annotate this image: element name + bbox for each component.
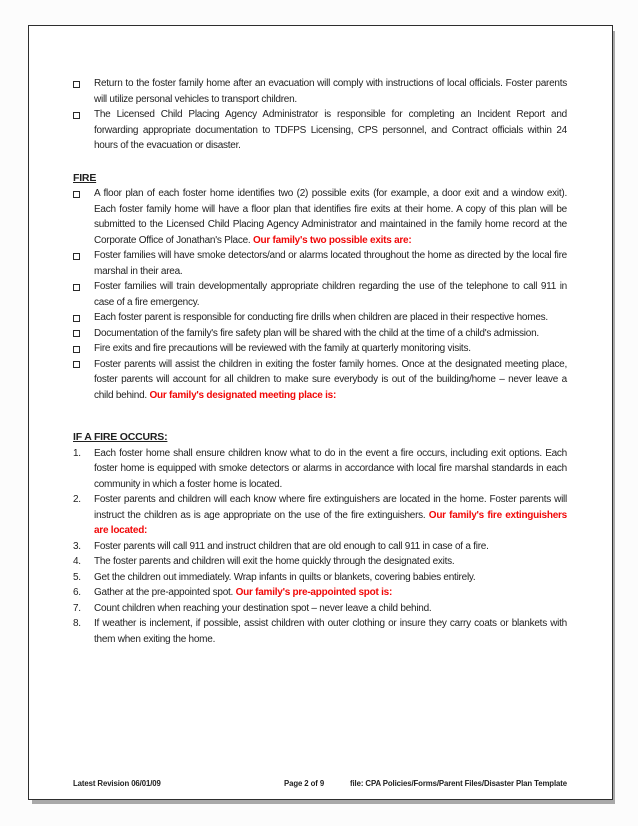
evacuation-bullet-list <box>73 76 567 154</box>
item-text: If weather is inclement, if possible, assist children with outer clothing or insure they carry coats or blankets with them when exiting the home. <box>94 618 567 645</box>
item-text: Get the children out immediately. Wrap infants in quilts or blankets, covering babies entirely. <box>94 571 476 583</box>
numbered-item <box>73 601 567 617</box>
fire-bullet-list <box>73 248 567 403</box>
bullet-square-icon <box>73 330 80 337</box>
bullet-item <box>73 326 567 342</box>
numbered-item <box>73 570 567 586</box>
item-number: 8. <box>73 618 81 629</box>
bullet-square-icon <box>73 284 80 291</box>
fire-section-heading: FIRE <box>73 171 97 184</box>
bullet-text: Foster families will have smoke detectors/and or alarms located throughout the home as directed by the local fire marshal in their area. <box>94 250 567 277</box>
item-text: Each foster home shall ensure children know what to do in the event a fire occurs, including exit options. Each foster home is equipped with smoke detectors or alarms in accordance with local fire marshal standards in each community in which a foster home is located. <box>94 447 567 490</box>
footer-revision: Latest Revision 06/01/09 <box>73 779 161 788</box>
bullet-text: Return to the foster family home after an evacuation will comply with instructions of local officials. Foster parents will utilize personal vehicles to transport children. <box>94 78 567 105</box>
fill-in-prompt: Our family's fire extinguishers are located: <box>94 509 567 536</box>
bullet-square-icon <box>73 191 80 198</box>
document-page <box>28 25 613 800</box>
bullet-item <box>73 310 567 326</box>
bullet-square-icon <box>73 315 80 322</box>
item-text: The foster parents and children will exit the home quickly through the designated exits. <box>94 556 455 567</box>
item-number: 1. <box>73 447 81 459</box>
bullet-square-icon <box>73 81 80 88</box>
fire-procedure-list-3 <box>73 601 567 648</box>
item-number: 4. <box>73 556 81 567</box>
item-text: Gather at the pre-appointed spot. Our family's pre-appointed spot is: <box>94 587 393 598</box>
item-number: 3. <box>73 540 81 552</box>
item-text: Foster parents will call 911 and instruct children that are old enough to call 911 in case of a fire. <box>94 540 489 552</box>
bullet-item <box>73 341 567 357</box>
fire-procedure-list-1 <box>73 446 567 539</box>
bullet-text: The Licensed Child Placing Agency Administrator is responsible for completing an Incident Report and forwarding appropriate documentation to TDFPS Licensing, CPS personnel, and Contract officials within 24 hours of the evacuation or disaster. <box>94 109 567 151</box>
bullet-square-icon <box>73 112 80 119</box>
bullet-item <box>73 107 567 154</box>
bullet-square-icon <box>73 361 80 368</box>
footer-file-path: file: CPA Policies/Forms/Parent Files/Disaster Plan Template <box>349 779 567 788</box>
item-number: 6. <box>73 587 81 598</box>
fire-intro-list <box>73 186 567 248</box>
bullet-item <box>73 76 567 107</box>
page-footer <box>73 779 567 789</box>
bullet-item <box>73 279 567 310</box>
bullet-text: A floor plan of each foster home identifies two (2) possible exits (for example, a door exit and a window exit). Each foster family home will have a floor plan that identifies fire exits at their home. A copy of this plan will be submitted to the Licensed Child Placing Agency Administrator and maintained in the family home record at the Corporate Office of Jonathan's Place. Our family's two possible exits are: <box>94 188 567 246</box>
bullet-text: Foster families will train developmentally appropriate children regarding the use of the telephone to call 911 in case of a fire emergency. <box>94 281 567 308</box>
bullet-text: Documentation of the family's fire safety plan will be shared with the child at the time of a child's admission. <box>94 327 539 339</box>
bullet-text: Foster parents will assist the children in exiting the foster family homes. Once at the designated meeting place, foster parents will account for all children to make sure everybody is out of the building/home – never leave a child behind. Our family's designated meeting place is: <box>94 358 567 401</box>
bullet-text: Fire exits and fire precautions will be reviewed with the family at quarterly monitoring visits. <box>94 343 471 354</box>
fire-procedure-list-2 <box>73 539 567 601</box>
numbered-item <box>73 492 567 539</box>
bullet-square-icon <box>73 253 80 260</box>
numbered-item <box>73 446 567 493</box>
bullet-item <box>73 357 567 404</box>
item-number: 2. <box>73 494 81 505</box>
bullet-item <box>73 248 567 279</box>
numbered-item <box>73 539 567 555</box>
footer-page-number: Page 2 of 9 <box>284 779 325 788</box>
item-number: 7. <box>73 602 81 614</box>
numbered-item <box>73 585 567 601</box>
numbered-item <box>73 554 567 570</box>
bullet-item <box>73 186 567 248</box>
item-text: Foster parents and children will each know where fire extinguishers are located in the home. Foster parents will instruct the children as is age appropriate on the use of the fire extinguishers. Our family's fire extinguishers are located: <box>94 494 567 536</box>
bullet-text: Each foster parent is responsible for conducting fire drills when children are placed in their respective homes. <box>94 312 548 323</box>
numbered-item <box>73 616 567 647</box>
item-text: Count children when reaching your destination spot – never leave a child behind. <box>94 602 432 614</box>
if-fire-occurs-heading: IF A FIRE OCCURS: <box>73 431 168 443</box>
bullet-square-icon <box>73 346 80 353</box>
fill-in-prompt: Our family's pre-appointed spot is: <box>235 587 393 598</box>
item-number: 5. <box>73 571 81 583</box>
fill-in-prompt: Our family's two possible exits are: <box>253 234 412 246</box>
fill-in-prompt: Our family's designated meeting place is: <box>149 389 337 401</box>
